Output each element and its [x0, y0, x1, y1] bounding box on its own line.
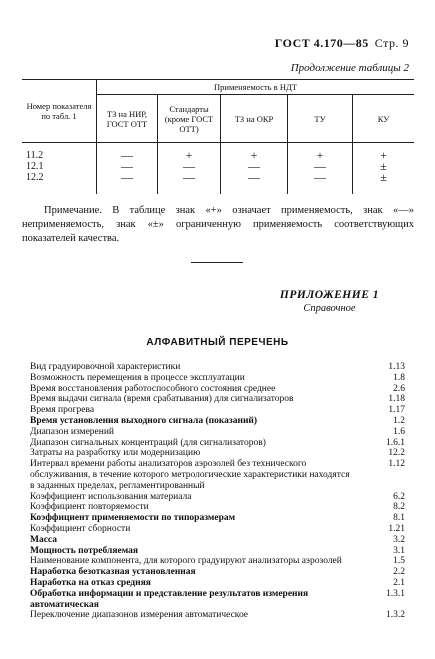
index-entry-ref: 2.2 [393, 567, 405, 578]
index-entry-text: Переключение диапазонов измерения автоматическое [30, 610, 249, 621]
index-entry-text: Диапазон измерений [30, 426, 115, 437]
index-entry [30, 524, 405, 535]
index-entry-text: Наименование компонента, для которого градуируют анализаторы аэрозолей [30, 556, 342, 567]
applicability-group-header: Применяемость в НДТ [97, 80, 415, 95]
index-entry [30, 384, 405, 395]
index-entry [30, 513, 405, 524]
section-divider [191, 262, 243, 263]
col-header: Стандарты (кроме ГОСТ ОТТ) [158, 95, 221, 143]
index-entry-text: Время восстановления работоспособного состояния среднее [30, 383, 276, 394]
note-text: Примечание. В таблице знак «+» означает применяемость, знак «—» неприменяемость, знак «±» ограниченную применяемость соответствующих показателей качества. [22, 205, 414, 244]
index-entry [30, 567, 405, 578]
index-entry [30, 416, 405, 427]
appendix-title: ПРИЛОЖЕНИЕ 1 [279, 289, 379, 301]
index-entry-text: Возможность перемещения в процессе эксплуатации [30, 372, 245, 383]
index-entry [30, 535, 405, 546]
index-entry-ref: 12.2 [388, 448, 405, 459]
table-cell: — [97, 143, 158, 162]
table-cell: — [97, 172, 158, 183]
index-entry-text: Масса [30, 534, 58, 545]
col-header: КУ [353, 95, 415, 143]
table-row [22, 161, 414, 172]
index-entry-text: Коэффициент применяемости по типоразмерам [30, 513, 236, 524]
index-entry-text: Время выдачи сигнала (время срабатывания) для сигнализаторов [30, 394, 294, 405]
table-cell: ± [353, 161, 415, 172]
index-entry-text: Обработка информации и представление результатов измерения автоматическая [30, 588, 309, 610]
table-cell: — [288, 161, 353, 172]
index-entry-ref: 1.17 [388, 405, 405, 416]
index-entry-ref: 1.12 [388, 459, 405, 470]
table-cell: + [158, 143, 221, 162]
table-cell: — [221, 161, 288, 172]
index-entry [30, 589, 405, 611]
index-entry-ref: 1.8 [393, 372, 405, 383]
index-entry-ref: 2.6 [393, 383, 405, 394]
index-entry-text: Время установления выходного сигнала (показаний) [30, 415, 258, 426]
appendix-subtitle: Справочное [303, 303, 356, 314]
index-entry-ref: 3.2 [393, 534, 405, 545]
col-indicator-number-header: Номер показателя по табл. 1 [22, 80, 97, 143]
index-entry-text: Коэффициент использования материала [30, 491, 192, 502]
index-entry-ref: 1.13 [388, 362, 405, 372]
index-entry-text: Наработка безотказная установленная [30, 567, 196, 578]
index-entry-ref: 2.1 [393, 577, 405, 588]
table-cell: — [97, 161, 158, 172]
index-entry [30, 427, 405, 438]
index-entry-text: Коэффициент сборности [30, 523, 131, 534]
appendix-heading [280, 289, 379, 314]
col-header: ТУ [288, 95, 353, 143]
index-entry [30, 556, 405, 567]
table-cell: — [221, 172, 288, 183]
index-entry [30, 438, 405, 449]
table-cell: + [221, 143, 288, 162]
applicability-table [22, 79, 414, 194]
table-row [22, 143, 414, 162]
index-entry-text: Время прогрева [30, 405, 95, 416]
index-entry [30, 448, 405, 459]
gost-number: ГОСТ 4.170—85 [274, 36, 369, 50]
table-cell: — [158, 161, 221, 172]
table-cell: — [158, 172, 221, 183]
index-entry [30, 502, 405, 513]
alphabetical-index [30, 362, 405, 621]
index-entry-ref: 3.1 [393, 545, 405, 556]
index-entry-ref: 1.18 [388, 394, 405, 405]
index-entry-text: Интервал времени работы анализаторов аэрозолей без технического обслуживания, в течение которого метрологические характеристики находятся в заданных пределах, регламентированный [30, 459, 350, 491]
index-entry-ref: 1.3.1 [386, 588, 405, 599]
index-entry-text: Мощность потребляемая [30, 545, 138, 556]
index-entry-text: Диапазон сигнальных концентраций (для сигнализаторов) [30, 437, 266, 448]
index-entry-ref: 6.2 [393, 491, 405, 502]
table-cell: ± [353, 172, 415, 183]
col-header: ТЗ на ОКР [221, 95, 288, 143]
index-entry-ref: 1.21 [388, 523, 405, 534]
index-entry [30, 492, 405, 503]
index-entry [30, 610, 405, 621]
index-entry [30, 362, 405, 373]
index-entry-ref: 1.3.2 [386, 610, 405, 621]
index-title: АЛФАВИТНЫЙ ПЕРЕЧЕНЬ [146, 337, 289, 348]
index-entry [30, 459, 405, 491]
index-entry-text: Коэффициент повторяемости [30, 502, 149, 513]
index-entry-text: Наработка на отказ средняя [30, 577, 151, 588]
row-number: 11.2 [26, 150, 44, 161]
index-entry-ref: 1.6.1 [386, 437, 405, 448]
index-entry-text: Затраты на разработку или модернизацию [30, 448, 201, 459]
index-entry [30, 373, 405, 384]
index-entry [30, 546, 405, 557]
table-cell: + [353, 143, 415, 162]
table-cell: — [288, 172, 353, 183]
index-entry [30, 394, 405, 405]
table-note [22, 204, 414, 246]
table-row [22, 172, 414, 183]
index-entry [30, 578, 405, 589]
index-entry-text: Вид градуировочной характеристики [30, 362, 181, 372]
index-entry-ref: 8.1 [393, 513, 405, 524]
page-header [275, 36, 409, 51]
table-cell: + [288, 143, 353, 162]
index-entry-ref: 1.2 [393, 415, 405, 426]
col-header: ТЗ на НИР, ГОСТ ОТТ [97, 95, 158, 143]
row-number: 12.1 [26, 161, 44, 172]
index-entry-ref: 8.2 [393, 502, 405, 513]
index-entry-ref: 1.6 [393, 426, 405, 437]
table-continuation-label: Продолжение таблицы 2 [290, 62, 409, 74]
index-entry [30, 405, 405, 416]
row-number: 12.2 [26, 172, 44, 183]
index-entry-ref: 1.5 [393, 556, 405, 567]
page-number: Стр. 9 [374, 36, 409, 50]
